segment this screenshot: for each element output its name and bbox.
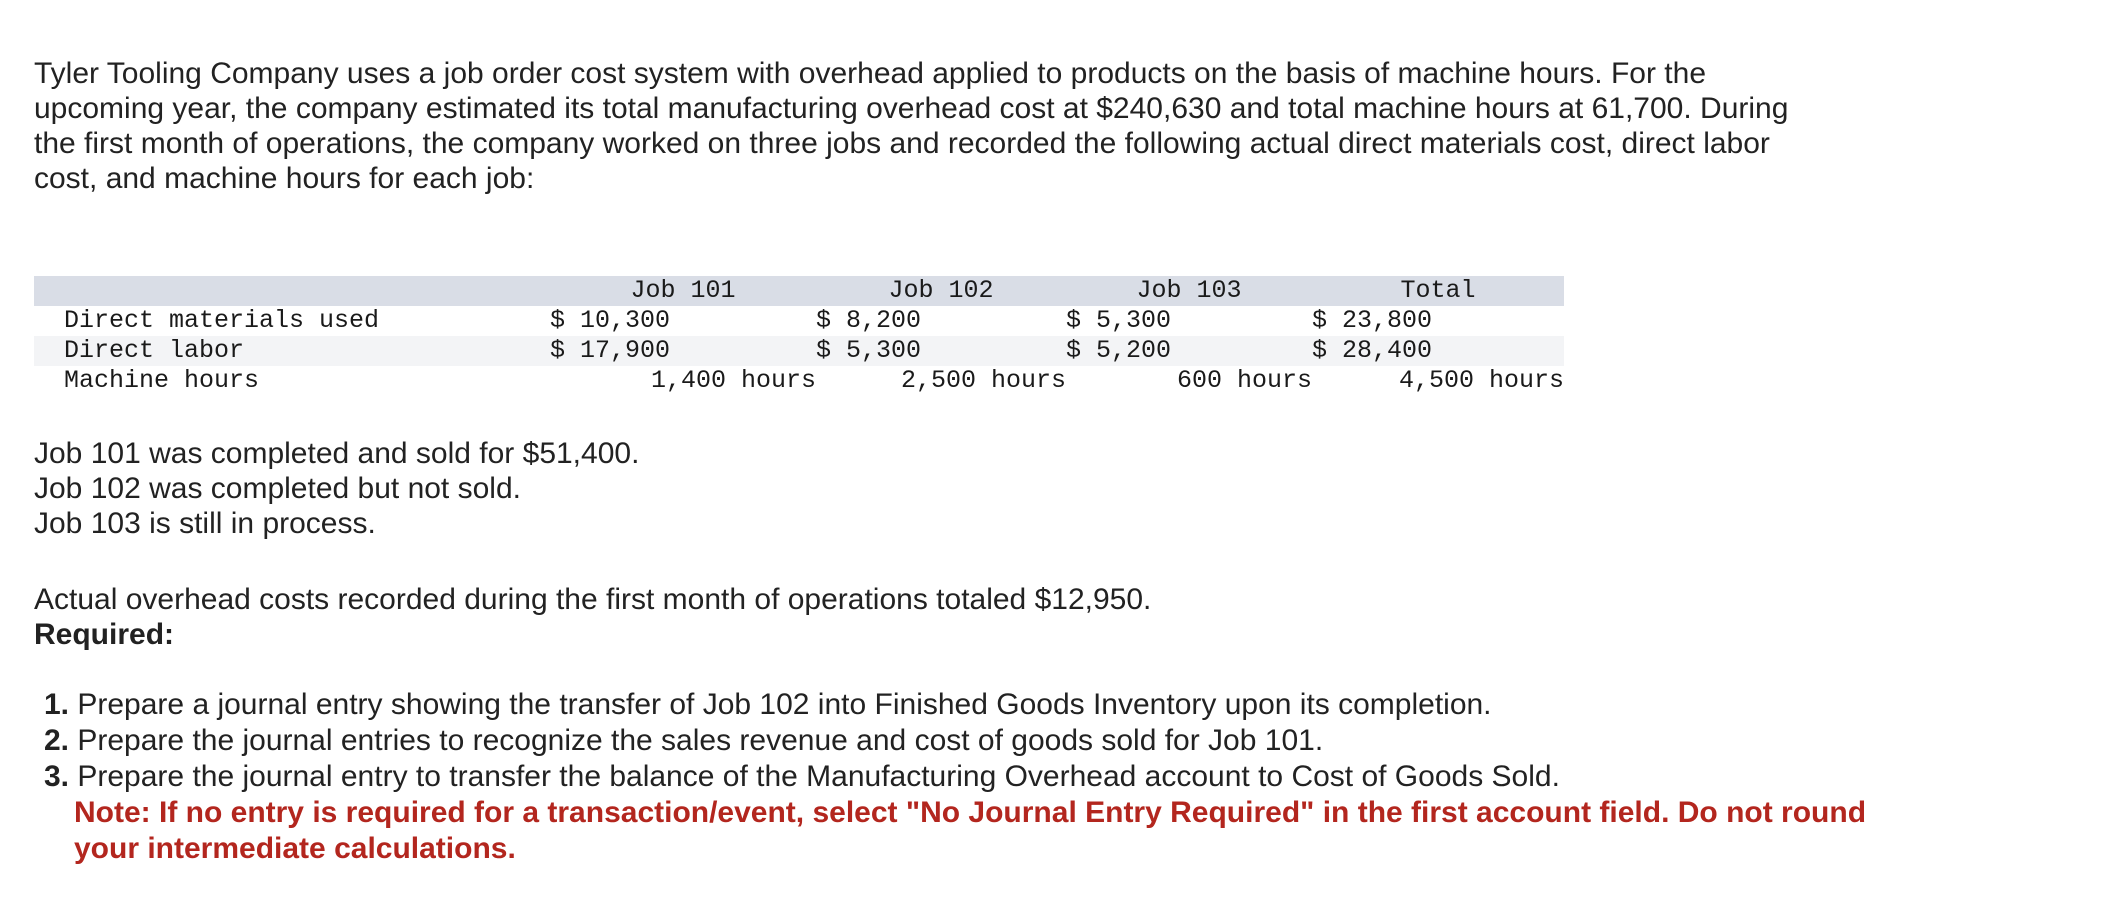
requirement-item — [44, 723, 1560, 759]
job-status-line: Job 103 is still in process. — [34, 507, 376, 540]
requirement-item — [44, 687, 1560, 723]
job-status-list — [34, 436, 639, 541]
cell-job-101: $ 10,300 — [550, 306, 671, 335]
row-label: Direct labor — [64, 336, 245, 365]
table-row-direct-materials — [34, 306, 1564, 336]
job-status-line: Job 101 was completed and sold for $51,400. — [34, 437, 640, 470]
instruction-note — [74, 795, 1934, 867]
note-line: Note: If no entry is required for a transaction/event, select "No Journal Entry Required" in the first account field. Do not round — [74, 796, 1867, 829]
cell-job-103: 600 hours — [1176, 366, 1312, 395]
intro-line: Tyler Tooling Company uses a job order cost system with overhead applied to products on the basis of machine hours. For the — [34, 57, 1707, 90]
actual-overhead-text: Actual overhead costs recorded during the first month of operations totaled $12,950. — [34, 583, 1152, 616]
table-header-row — [34, 276, 1564, 306]
requirements-list — [44, 687, 1560, 795]
intro-line: upcoming year, the company estimated its total manufacturing overhead cost at $240,630 and total machine hours at 61,700. During — [34, 92, 1789, 125]
cell-job-101: 1,400 hours — [650, 366, 816, 395]
problem-intro — [34, 56, 1934, 196]
requirement-text: Prepare the journal entries to recognize the sales revenue and cost of goods sold for Job 101. — [77, 724, 1324, 757]
requirement-text: Prepare a journal entry showing the transfer of Job 102 into Finished Goods Inventory upon its completion. — [77, 688, 1492, 721]
cell-total: $ 28,400 — [1312, 336, 1433, 365]
row-label: Machine hours — [64, 366, 260, 395]
cell-total: 4,500 hours — [1398, 366, 1564, 395]
row-label: Direct materials used — [64, 306, 380, 335]
requirement-item — [44, 759, 1560, 795]
job-status-line: Job 102 was completed but not sold. — [34, 472, 521, 505]
intro-line: cost, and machine hours for each job: — [34, 162, 535, 195]
job-cost-table — [34, 276, 1564, 396]
header-job-102: Job 102 — [888, 276, 994, 305]
cell-job-102: $ 8,200 — [816, 306, 922, 335]
intro-line: the first month of operations, the company worked on three jobs and recorded the following actual direct materials cost, direct labor — [34, 127, 1770, 160]
requirement-number: 2. — [44, 724, 70, 757]
requirement-number: 1. — [44, 688, 70, 721]
cell-job-102: $ 5,300 — [816, 336, 922, 365]
header-total: Total — [1400, 276, 1476, 305]
header-cell-empty — [34, 276, 550, 306]
note-line: your intermediate calculations. — [74, 832, 516, 865]
requirement-text: Prepare the journal entry to transfer the balance of the Manufacturing Overhead account to Cost of Goods Sold. — [77, 760, 1560, 793]
required-heading: Required: — [34, 618, 175, 651]
cell-job-101: $ 17,900 — [550, 336, 671, 365]
cell-job-103: $ 5,300 — [1066, 306, 1172, 335]
header-job-103: Job 103 — [1136, 276, 1242, 305]
cell-job-102: 2,500 hours — [900, 366, 1066, 395]
header-job-101: Job 101 — [630, 276, 736, 305]
table-row-direct-labor — [34, 336, 1564, 366]
cell-job-103: $ 5,200 — [1066, 336, 1172, 365]
cell-total: $ 23,800 — [1312, 306, 1433, 335]
table-row-machine-hours — [34, 366, 1564, 396]
requirement-number: 3. — [44, 760, 70, 793]
